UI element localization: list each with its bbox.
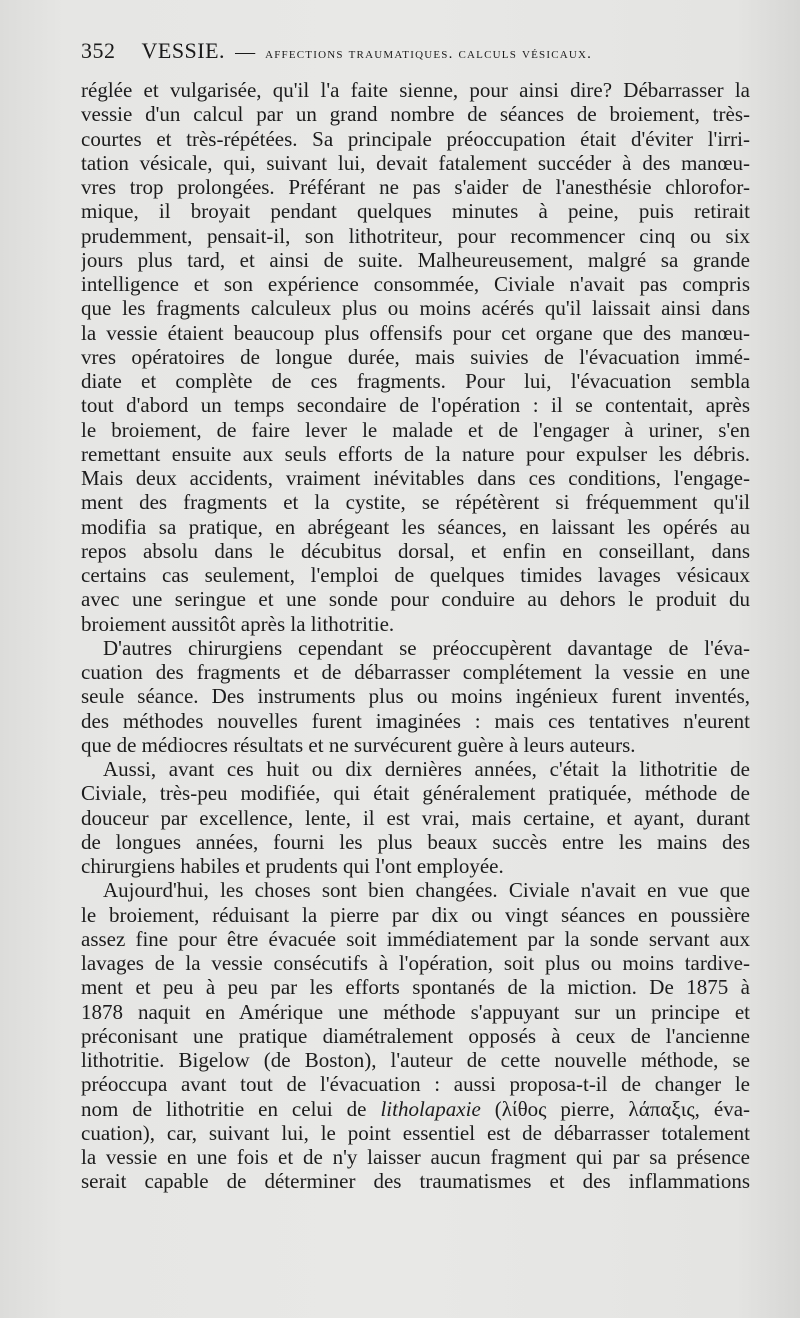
- text-line: Mais deux accidents, vraiment inévitables dans ces conditions, l'engage-: [81, 466, 750, 490]
- text-line: vres trop prolongées. Préférant ne pas s'aider de l'anesthésie chlorofor-: [81, 175, 750, 199]
- text-line: que les fragments calculeux plus ou moins acérés qu'il laissait ainsi dans: [81, 296, 750, 321]
- text-line: lithotritie. Bigelow (de Boston), l'auteur de cette nouvelle méthode, se: [81, 1048, 750, 1072]
- text-line: avec une seringue et une sonde pour conduire au dehors le produit du: [81, 587, 750, 612]
- page-number: 352: [81, 38, 116, 63]
- text-line: tout d'abord un temps secondaire de l'opération : il se contentait, après: [81, 393, 750, 418]
- text-line: courtes et très-répétées. Sa principale préoccupation était d'éviter l'irri-: [81, 126, 750, 151]
- text-line: réglée et vulgarisée, qu'il l'a faite sienne, pour ainsi dire? Débarrasser la: [81, 78, 750, 102]
- text-line: cuation des fragments et de débarrasser complétement la vessie en une: [81, 660, 750, 684]
- body-text: [81, 78, 750, 1194]
- text-line: remettant ensuite aux seuls efforts de la nature pour expulser les débris.: [81, 441, 750, 466]
- text-line: certains cas seulement, l'emploi de quelques timides lavages vésicaux: [81, 563, 750, 587]
- text-line: la vessie en une fois et de n'y laisser aucun fragment qui par sa présence: [81, 1145, 750, 1169]
- text-line: de longues années, fourni les plus beaux succès entre les mains des: [81, 829, 750, 854]
- text-line: le broiement, de faire lever le malade et de l'engager à uriner, s'en: [81, 417, 750, 442]
- text-line: prudemment, pensait-il, son lithotriteur, pour recommencer cinq ou six: [81, 223, 750, 248]
- text-line: assez fine pour être évacuée soit immédiatement par la sonde servant aux: [81, 926, 750, 951]
- text-line: serait capable de déterminer des traumatismes et des inflammations: [81, 1169, 750, 1194]
- text-line: des méthodes nouvelles furent imaginées : mais ces tentatives n'eurent: [81, 708, 750, 733]
- text-line: préconisant une pratique diamétralement opposés à ceux de l'ancienne: [81, 1023, 750, 1048]
- text-line: D'autres chirurgiens cependant se préoccupèrent davantage de l'éva-: [103, 635, 750, 660]
- running-subtitle: affections traumatiques. calculs vésicaux.: [265, 46, 593, 62]
- text-line: cuation), car, suivant lui, le point essentiel est de débarrasser totalement: [81, 1120, 750, 1145]
- text-line: Civiale, très-peu modifiée, qui était généralement pratiquée, méthode de: [81, 781, 750, 806]
- text-line-segment: nom de lithotritie en celui de: [81, 1096, 381, 1121]
- text-line: [81, 1097, 750, 1121]
- text-line: Aujourd'hui, les choses sont bien changées. Civiale n'avait en vue que: [103, 878, 750, 903]
- running-title: VESSIE.: [141, 38, 226, 63]
- text-line: intelligence et son expérience consommée, Civiale n'avait pas compris: [81, 272, 750, 296]
- text-line: 1878 naquit en Amérique une méthode s'appuyant sur un principe et: [81, 999, 750, 1024]
- text-line: vres opératoires de longue durée, mais suivies de l'évacuation immé-: [81, 344, 750, 369]
- text-line: vessie d'un calcul par un grand nombre de séances de broiement, très-: [81, 102, 750, 127]
- text-line: que de médiocres résultats et ne survécurent guère à leurs auteurs.: [81, 732, 636, 757]
- text-line: chirurgiens habiles et prudents qui l'ont employée.: [81, 854, 504, 878]
- text-line: tation vésicale, qui, suivant lui, devait fatalement succéder à des manœu-: [81, 150, 750, 175]
- text-line: Aussi, avant ces huit ou dix dernières années, c'était la lithotritie de: [103, 757, 750, 781]
- text-line: jours plus tard, et ainsi de suite. Malheureusement, malgré sa grande: [81, 247, 750, 272]
- text-line: repos absolu dans le décubitus dorsal, et enfin en conseillant, dans: [81, 538, 750, 563]
- text-line: mique, il broyait pendant quelques minutes à peine, puis retirait: [81, 199, 750, 224]
- text-line: douceur par excellence, lente, il est vrai, mais certaine, et ayant, durant: [81, 805, 750, 830]
- text-line: la vessie étaient beaucoup plus offensifs pour cet organe que des manœu-: [81, 320, 750, 345]
- text-line: le broiement, réduisant la pierre par dix ou vingt séances en poussière: [81, 902, 750, 927]
- running-header: [81, 38, 761, 72]
- text-line: modifia sa pratique, en abrégeant les séances, en laissant les opérés au: [81, 514, 750, 539]
- italic-term: litholapaxie: [380, 1096, 481, 1121]
- text-line-segment: (λίθος pierre, λάπαξις, éva-: [480, 1096, 750, 1121]
- text-line: ment des fragments et la cystite, se répétèrent si fréquemment qu'il: [81, 490, 750, 515]
- text-line: préoccupa avant tout de l'évacuation : aussi proposa-t-il de changer le: [81, 1072, 750, 1097]
- header-dash: —: [235, 41, 256, 63]
- text-line: broiement aussitôt après la lithotritie.: [81, 611, 395, 636]
- text-line: ment et peu à peu par les efforts spontanés de la miction. De 1875 à: [81, 975, 750, 1000]
- text-line: seule séance. Des instruments plus ou moins ingénieux furent inventés,: [81, 684, 750, 709]
- text-line: diate et complète de ces fragments. Pour lui, l'évacuation sembla: [81, 369, 750, 393]
- text-line: lavages de la vessie consécutifs à l'opération, soit plus ou moins tardive-: [81, 951, 750, 975]
